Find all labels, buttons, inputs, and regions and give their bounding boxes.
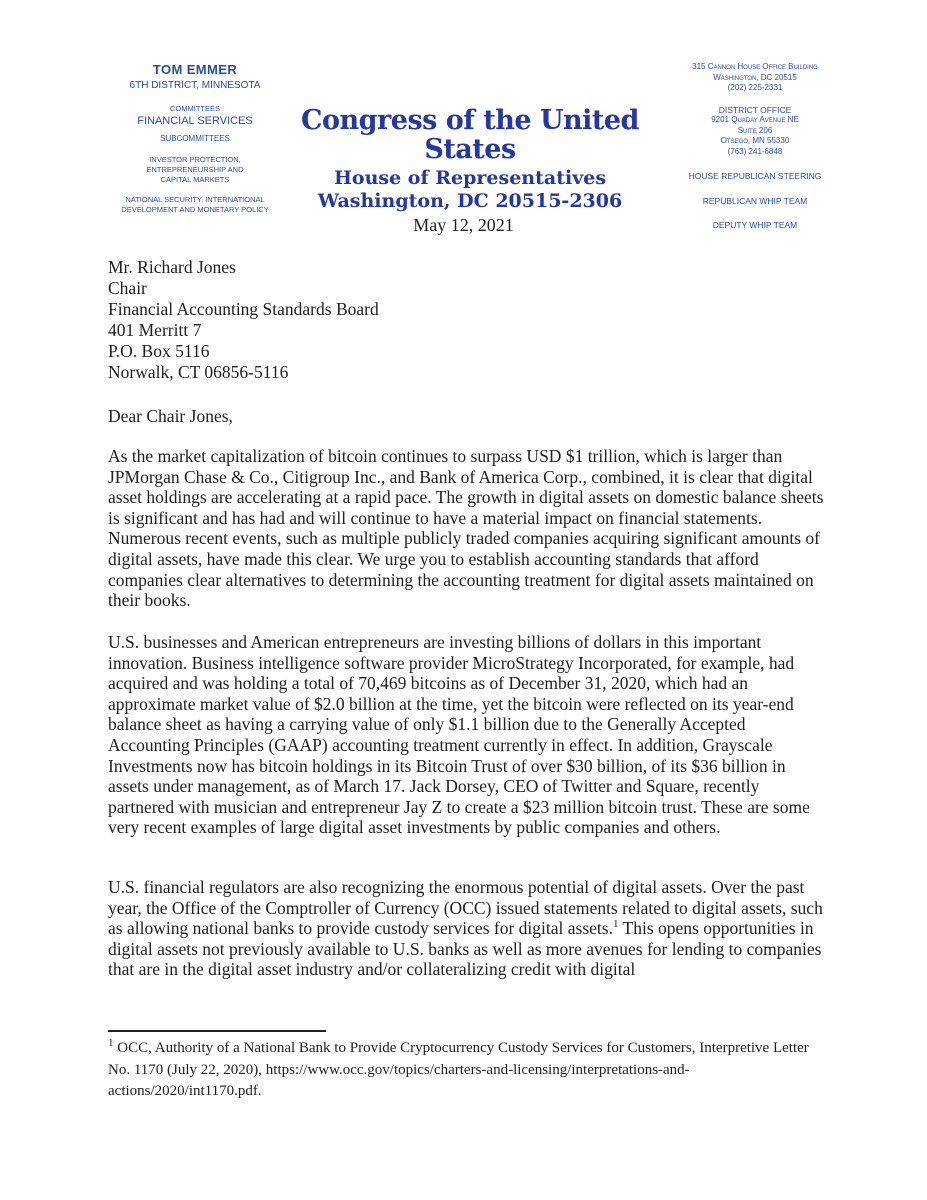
subcommittee-national-security	[105, 195, 285, 215]
house-subtitle: House of Representatives	[333, 167, 607, 189]
letterhead-right-block	[655, 62, 855, 231]
dc-office-address-line: 315 Cannon House Office Building	[692, 62, 818, 71]
recipient-organization: Financial Accounting Standards Board	[108, 298, 379, 319]
salutation: Dear Chair Jones,	[108, 406, 233, 426]
footnote	[108, 1038, 830, 1103]
subcommittee-line: CAPITAL MARKETS	[160, 175, 230, 184]
subcommittees-label: SUBCOMMITTEES	[160, 134, 230, 143]
role-republican-whip-team: REPUBLICAN WHIP TEAM	[702, 195, 808, 206]
committee-financial-services: FINANCIAL SERVICES	[137, 115, 253, 127]
district-office-label: DISTRICT OFFICE	[718, 104, 792, 115]
footnote-reference-marker: 1	[612, 918, 619, 931]
paragraph-3-text: U.S. financial regulators are also recognizing the enormous potential of digital assets. Over the past year, the Office of the Comptroller of Currency (OCC) issued statements related to digital assets, such as allowing national banks to provide custody services for digital assets.	[108, 877, 823, 939]
letter-date: May 12, 2021	[413, 215, 514, 235]
dc-office-phone: (202) 225-2331	[727, 83, 783, 92]
letterhead-center-block	[300, 106, 640, 213]
footnote-separator-rule	[108, 1030, 326, 1032]
recipient-address-block	[108, 257, 379, 382]
subcommittee-investor-protection	[105, 155, 285, 185]
recipient-city-state-zip: Norwalk, CT 06856-5116	[108, 361, 289, 382]
body-paragraph-2: U.S. businesses and American entrepreneurs are investing billions of dollars in this important innovation. Business intelligence software provider MicroStrategy Incorporated, for example, had acquired and was holding a total of 70,469 bitcoins as of December 31, 2020, which had an approximate market value of $2.0 billion at the time, yet the bitcoin were reflected on its year-end balance sheet as having a carrying value of only $1.1 billion due to the Generally Accepted Accounting Principles (GAAP) accounting treatment currently in effect. In addition, Grayscale Investments now has bitcoin holdings in its Bitcoin Trust of over $30 billion, of its $36 billion in assets under management, as of March 17. Jack Dorsey, CEO of Twitter and Square, recently partnered with musician and entrepreneur Jay Z to create a $23 million bitcoin trust. These are some very recent examples of large digital asset investments by public companies and others.	[108, 632, 810, 838]
representative-district: 6TH DISTRICT, MINNESOTA	[129, 80, 261, 91]
district-office-phone: (763) 241-6848	[727, 146, 783, 156]
body-paragraph-1: As the market capitalization of bitcoin continues to surpass USD $1 trillion, which is larger than JPMorgan Chase & Co., Citigroup Inc., and Bank of America Corp., combined, it is clear that digital asset holdings are accelerating at a rapid pace. The growth in digital assets on domestic balance sheets is significant and has had and will continue to have a material impact on financial statements. Numerous recent events, such as multiple publicly traded companies acquiring significant amounts of digital assets, have made this clear. We urge you to establish accounting standards that afford companies clear alternatives to determining the accounting treatment for digital assets maintained on their books.	[108, 446, 824, 611]
dc-office-address-line: Washington, DC 20515	[713, 72, 797, 82]
congress-title: Congress of the United States	[301, 105, 639, 165]
footnote-text: OCC, Authority of a National Bank to Provide Cryptocurrency Custody Services for Customers, Interpretive Letter No. 1170 (July 22, 2020), https://www.occ.gov/topics/charters-and-licensing/interpretations-and-actions/2020/int1170.pdf.	[108, 1040, 809, 1099]
role-deputy-whip-team: DEPUTY WHIP TEAM	[712, 220, 798, 230]
district-office-address-line: Otsego, MN 55330	[720, 136, 790, 145]
recipient-po-box: P.O. Box 5116	[108, 340, 210, 361]
district-office-address-line: 9201 Quaday Avenue NE	[711, 115, 799, 124]
letterhead-left-block	[105, 62, 285, 215]
recipient-name: Mr. Richard Jones	[108, 257, 236, 277]
subcommittee-line: DEVELOPMENT AND MONETARY POLICY	[121, 205, 269, 214]
recipient-title: Chair	[108, 277, 147, 298]
body-paragraph-3	[108, 877, 826, 980]
committees-label: COMMITTEES	[170, 104, 220, 113]
recipient-street: 401 Merritt 7	[108, 319, 202, 340]
representative-name: TOM EMMER	[152, 62, 238, 77]
subcommittee-line: INVESTOR PROTECTION,	[149, 155, 241, 164]
district-office-address-line: Suite 206	[737, 125, 773, 135]
subcommittee-line: ENTREPRENEURSHIP AND	[146, 165, 244, 174]
paragraph-3-text: This opens opportunities in digital assets not previously available to U.S. banks as well as more avenues for lending to companies that are in the digital asset industry and/or collateralizing credit with digital	[108, 918, 822, 980]
capitol-address: Washington, DC 20515-2306	[317, 190, 623, 212]
footnote-marker: 1	[108, 1037, 114, 1049]
subcommittee-line: NATIONAL SECURITY, INTERNATIONAL	[125, 195, 265, 204]
role-house-republican-steering: HOUSE REPUBLICAN STEERING	[688, 171, 822, 181]
